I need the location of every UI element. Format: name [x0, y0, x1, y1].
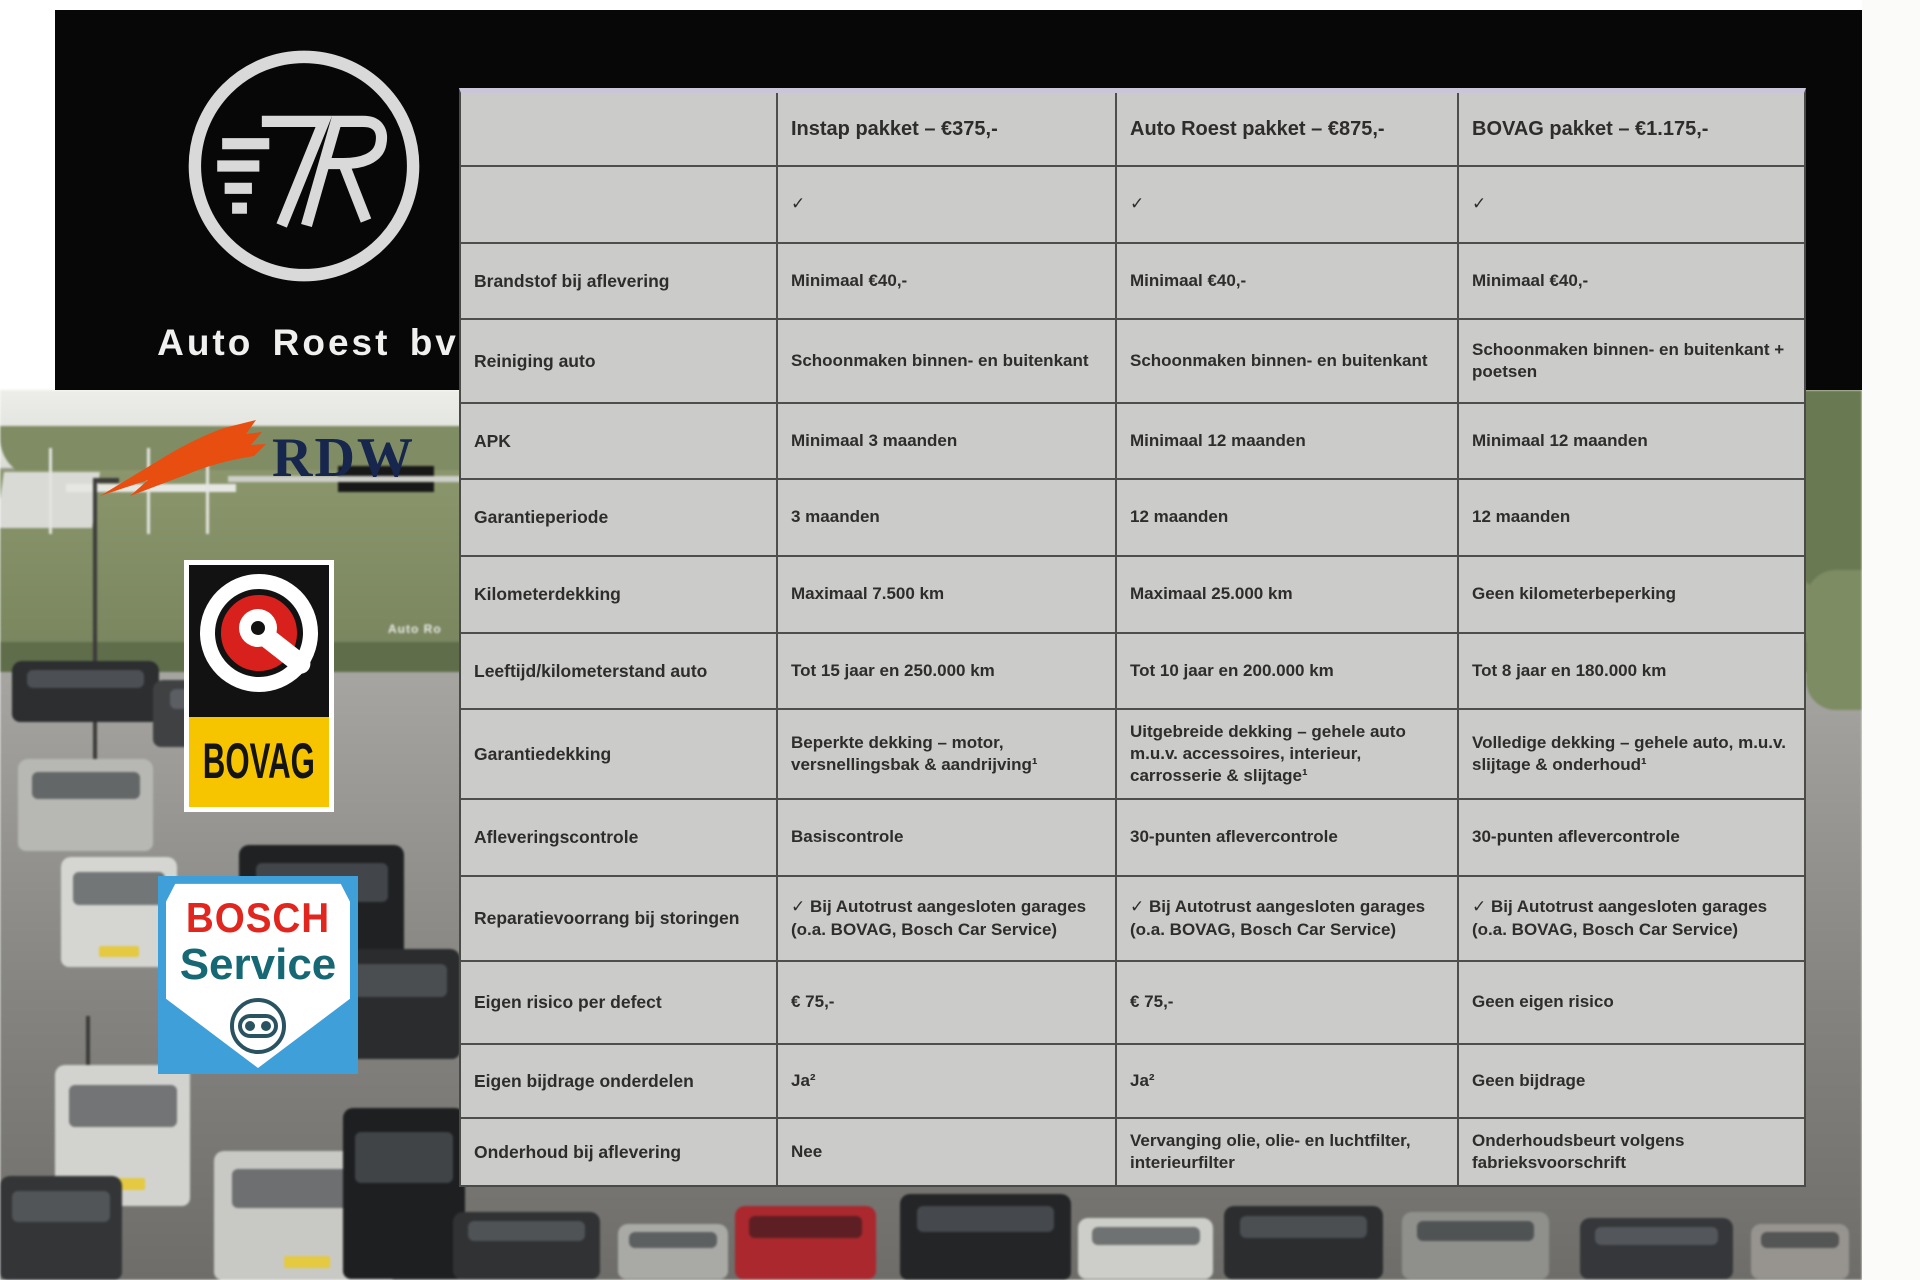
table-corner [461, 93, 776, 165]
table-cell: Geen eigen risico [1459, 962, 1804, 1043]
table-cell: ✓ Bij Autotrust aangesloten garages (o.a. BOVAG, Bosch Car Service) [778, 877, 1115, 960]
table-cell: Schoonmaken binnen- en buitenkant [778, 320, 1115, 402]
table-cell: Schoonmaken binnen- en buitenkant [1117, 320, 1457, 402]
car-shape [1078, 1218, 1213, 1279]
trees [1806, 570, 1862, 710]
table-cell: Geen kilometerbeperking [1459, 557, 1804, 632]
car-shape [1580, 1218, 1733, 1279]
license-plate [99, 946, 139, 957]
table-cell: 12 maanden [1459, 480, 1804, 555]
row-label: Eigen bijdrage onderdelen [461, 1045, 776, 1117]
table-cell: Minimaal 3 maanden [778, 404, 1115, 478]
car-shape [18, 759, 153, 851]
table-cell: ✓ [778, 167, 1115, 242]
car-shape [1224, 1206, 1383, 1279]
bovag-emblem-icon [189, 565, 329, 717]
building-sign: Auto Ro [388, 622, 442, 636]
package-table [459, 88, 1806, 1187]
bovag-logo-text: BOVAG [202, 733, 316, 789]
car-shape [453, 1212, 600, 1279]
bosch-armature-icon [226, 994, 290, 1058]
table-cell: Beperkte dekking – motor, versnellingsbak & aandrijving¹ [778, 710, 1115, 798]
table-cell: Uitgebreide dekking – gehele auto m.u.v. accessoires, interieur, carrosserie & slijtage¹ [1117, 710, 1457, 798]
table-cell: Nee [778, 1119, 1115, 1185]
row-label: Brandstof bij aflevering [461, 244, 776, 318]
table-cell: Minimaal €40,- [778, 244, 1115, 318]
car-shape [0, 1176, 122, 1280]
bosch-logo-text: BOSCH [185, 894, 331, 941]
license-plate [284, 1256, 330, 1268]
rdw-logo-text: RDW [272, 427, 415, 489]
row-label: APK [461, 404, 776, 478]
table-cell: € 75,- [778, 962, 1115, 1043]
table-cell: Minimaal €40,- [1117, 244, 1457, 318]
table-cell: Minimaal €40,- [1459, 244, 1804, 318]
row-label: Onderhoud bij aflevering [461, 1119, 776, 1185]
row-label: Leeftijd/kilometerstand auto [461, 634, 776, 708]
table-cell: 3 maanden [778, 480, 1115, 555]
bovag-logo [184, 560, 334, 812]
car-shape [618, 1224, 728, 1279]
row-label: Afleveringscontrole [461, 800, 776, 875]
table-cell: Tot 8 jaar en 180.000 km [1459, 634, 1804, 708]
car-shape [343, 1108, 465, 1279]
table-cell: Tot 10 jaar en 200.000 km [1117, 634, 1457, 708]
row-label: Reparatievoorrang bij storingen [461, 877, 776, 960]
table-cell: ✓ [1459, 167, 1804, 242]
table-cell: Volledige dekking – gehele auto, m.u.v. slijtage & onderhoud¹ [1459, 710, 1804, 798]
table-cell: 30-punten aflevercontrole [1459, 800, 1804, 875]
table-cell: Basiscontrole [778, 800, 1115, 875]
car-shape [1402, 1212, 1549, 1279]
table-cell: ✓ Bij Autotrust aangesloten garages (o.a. BOVAG, Bosch Car Service) [1459, 877, 1804, 960]
row-label: Kilometerdekking [461, 557, 776, 632]
table-cell: Minimaal 12 maanden [1117, 404, 1457, 478]
column-header: Instap pakket – €375,- [778, 93, 1115, 165]
table-cell: Ja² [778, 1045, 1115, 1117]
car-shape [735, 1206, 876, 1279]
lamppost [93, 478, 97, 784]
table-cell: Geen bijdrage [1459, 1045, 1804, 1117]
right-margin [1862, 0, 1920, 1280]
brand-name: Auto Roest bv [157, 322, 459, 363]
car-shape [1751, 1224, 1849, 1279]
row-label: Garantiedekking [461, 710, 776, 798]
rdw-wing-icon [96, 418, 276, 514]
row-label: Reiniging auto [461, 320, 776, 402]
car-shape [12, 661, 159, 722]
table-cell: Schoonmaken binnen- en buitenkant + poetsen [1459, 320, 1804, 402]
table-cell: Ja² [1117, 1045, 1457, 1117]
bosch-service-logo [158, 876, 358, 1074]
column-header: Auto Roest pakket – €875,- [1117, 93, 1457, 165]
table-cell: Tot 15 jaar en 250.000 km [778, 634, 1115, 708]
table-cell: Onderhoudsbeurt volgens fabrieksvoorschrift [1459, 1119, 1804, 1185]
column-header: BOVAG pakket – €1.175,- [1459, 93, 1804, 165]
table-cell: ✓ Bij Autotrust aangesloten garages (o.a. BOVAG, Bosch Car Service) [1117, 877, 1457, 960]
bosch-service-text: Service [179, 940, 337, 989]
table-cell: Maximaal 7.500 km [778, 557, 1115, 632]
table-cell: 30-punten aflevercontrole [1117, 800, 1457, 875]
table-cell: ✓ [1117, 167, 1457, 242]
table-cell: Maximaal 25.000 km [1117, 557, 1457, 632]
table-cell: Vervanging olie, olie- en luchtfilter, interieurfilter [1117, 1119, 1457, 1185]
row-label [461, 167, 776, 242]
flagpole [49, 448, 52, 534]
rdw-logo [96, 418, 416, 514]
car-shape [900, 1194, 1071, 1280]
row-label: Garantieperiode [461, 480, 776, 555]
row-label: Eigen risico per defect [461, 962, 776, 1043]
table-cell: € 75,- [1117, 962, 1457, 1043]
table-cell: Minimaal 12 maanden [1459, 404, 1804, 478]
table-cell: 12 maanden [1117, 480, 1457, 555]
auto-roest-logo-icon [180, 42, 428, 290]
